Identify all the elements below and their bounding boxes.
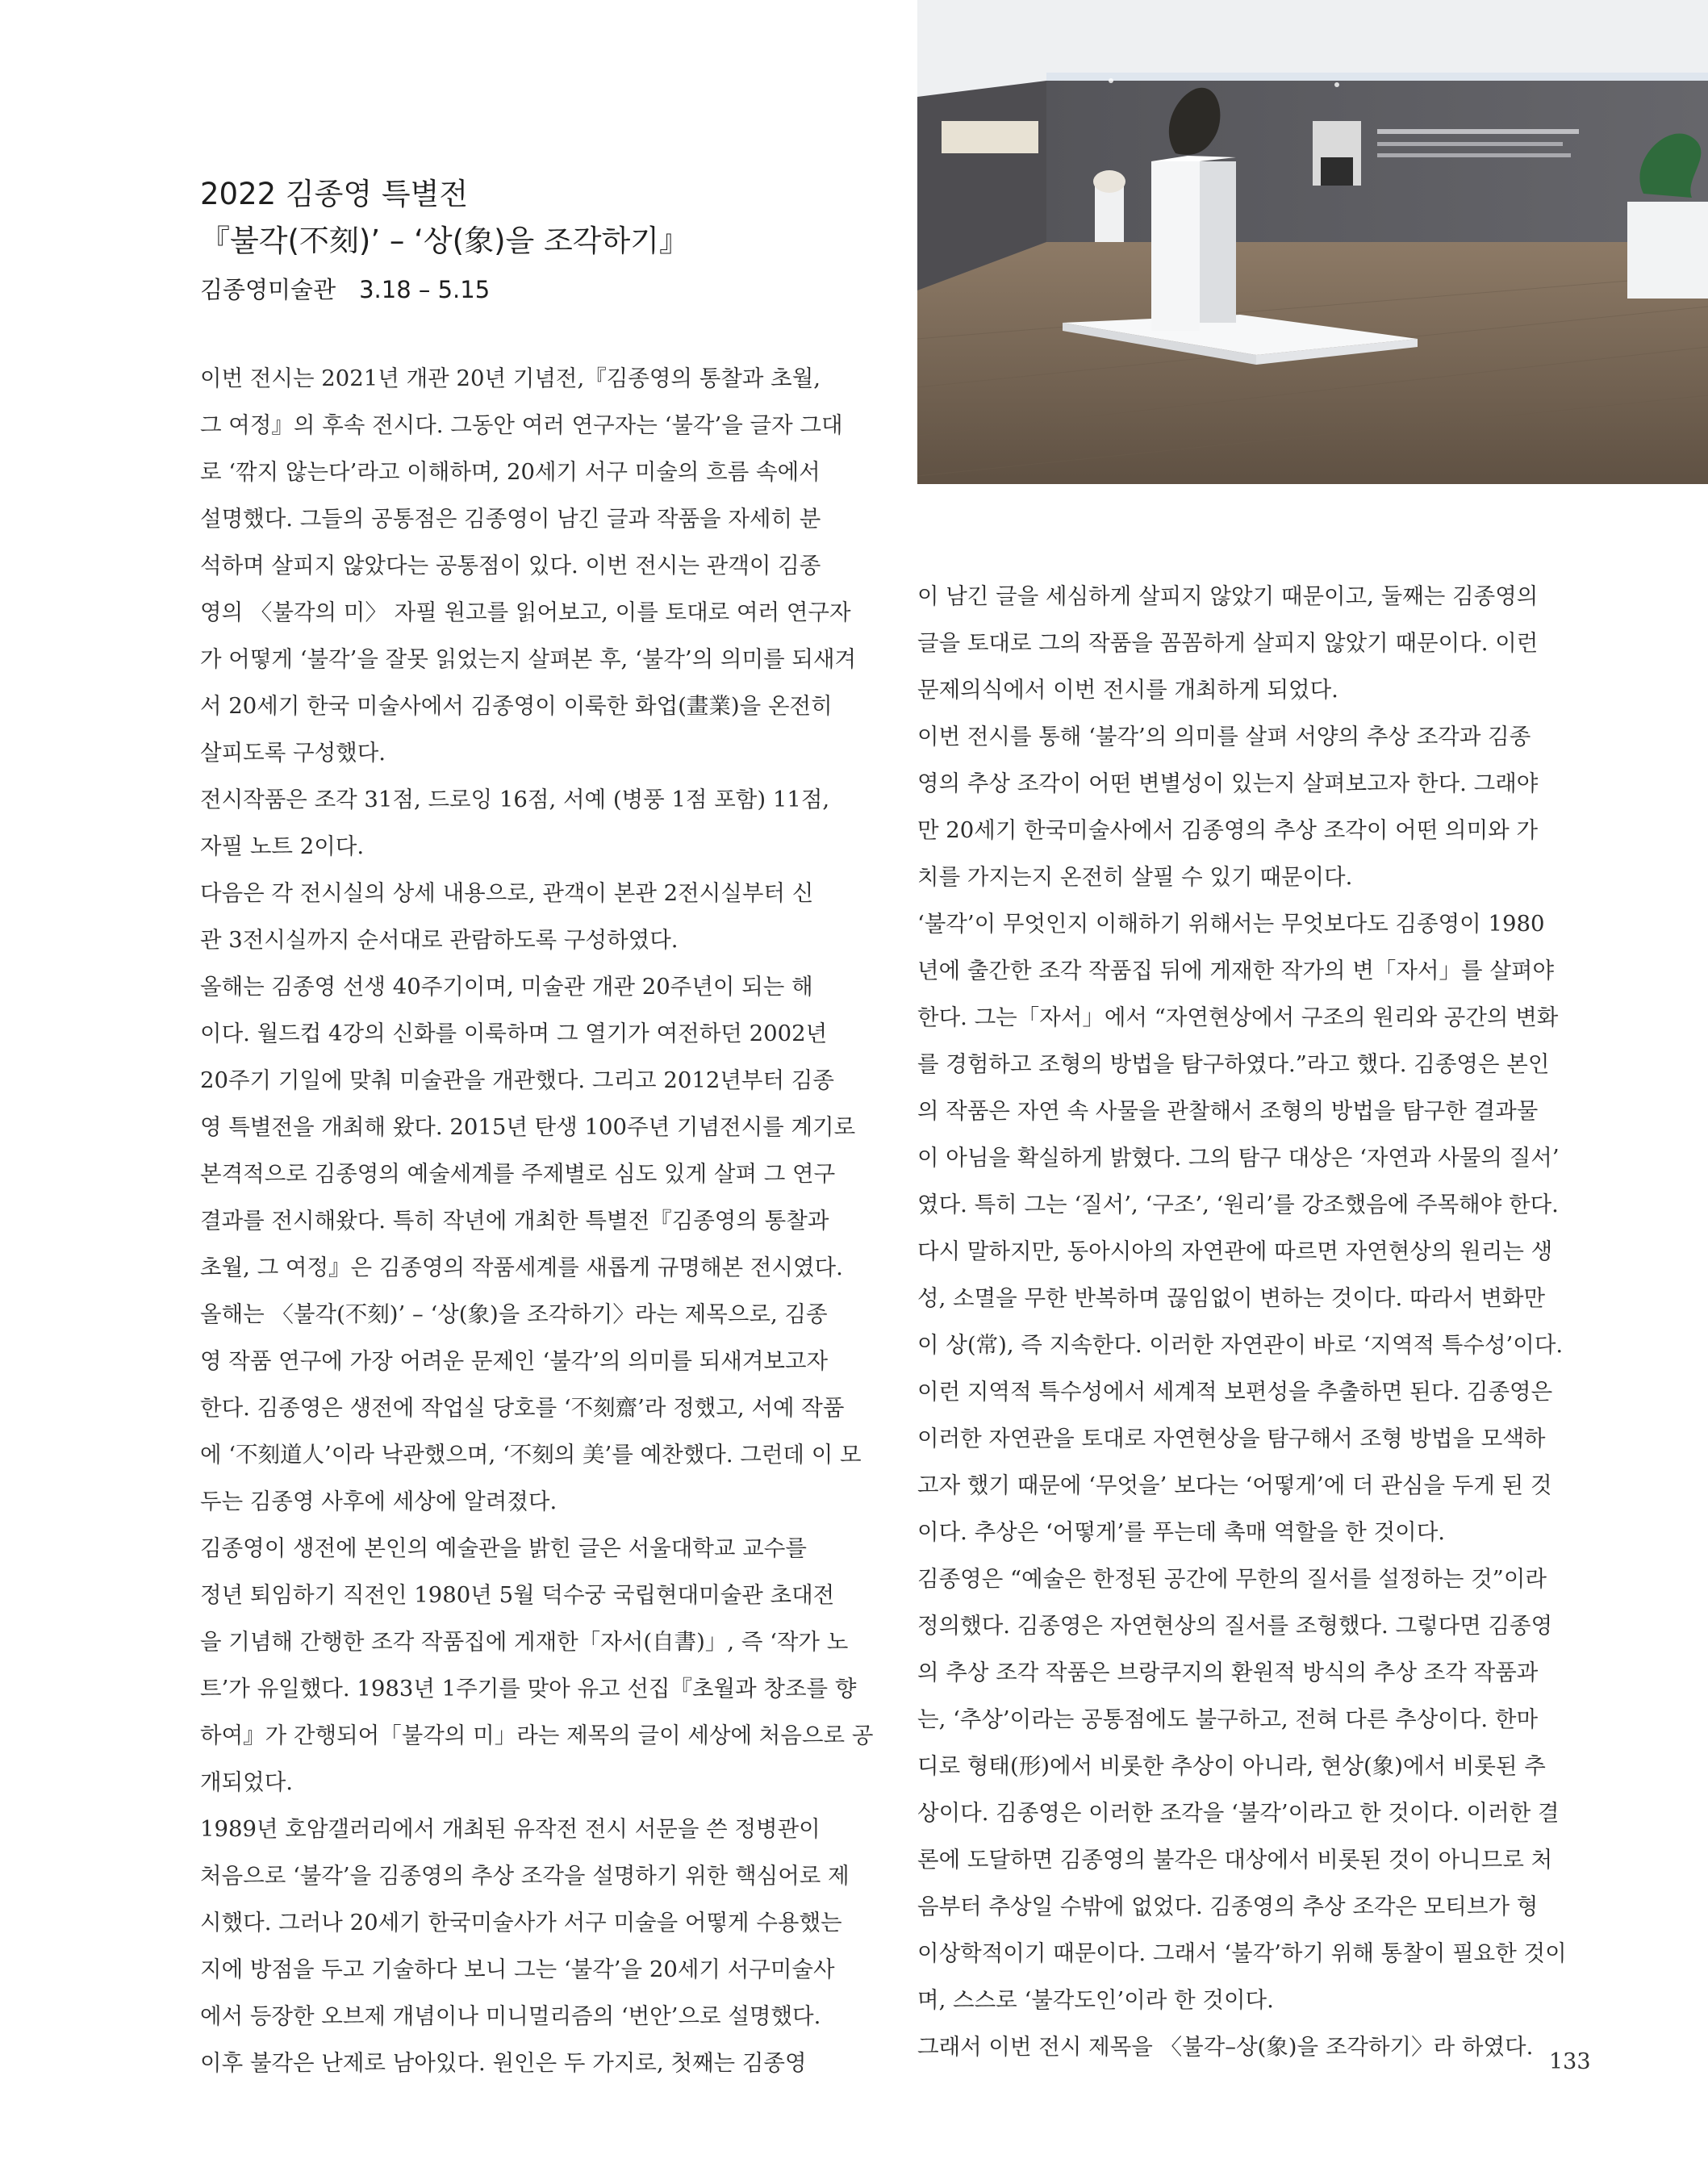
text-line: 서 20세기 한국 미술사에서 김종영이 이룩한 화업(畫業)을 온전히 <box>200 693 833 719</box>
text-line: 초월, 그 여정』은 김종영의 작품세계를 새롭게 규명해본 전시였다. <box>200 1255 843 1280</box>
text-line: 이런 지역적 특수성에서 세계적 보편성을 추출하면 된다. 김종영은 <box>917 1379 1553 1405</box>
text-line: 전시작품은 조각 31점, 드로잉 16점, 서예 (병풍 1점 포함) 11점, <box>200 787 830 812</box>
text-line: 그 여정』의 후속 전시다. 그동안 여러 연구자는 ‘불각’을 글자 그대 <box>200 412 843 438</box>
text-line: 이러한 자연관을 토대로 자연현상을 탐구해서 조형 방법을 모색하 <box>917 1426 1546 1451</box>
text-line: 두는 김종영 사후에 세상에 알려졌다. <box>200 1489 558 1514</box>
text-line: 올해는 〈불각(不刻)’ – ‘상(象)을 조각하기〉라는 제목으로, 김종 <box>200 1301 828 1327</box>
text-line: 이 상(常), 즉 지속한다. 이러한 자연관이 바로 ‘지역적 특수성’이다. <box>917 1332 1564 1358</box>
text-line: 영 작품 연구에 가장 어려운 문제인 ‘불각’의 의미를 되새겨보고자 <box>200 1348 829 1374</box>
text-line: 트’가 유일했다. 1983년 1주기를 맞아 유고 선집『초월과 창조를 향 <box>200 1676 857 1702</box>
text-line: 이후 불각은 난제로 남아있다. 원인은 두 가지로, 첫째는 김종영 <box>200 2050 807 2076</box>
text-line: 다음은 각 전시실의 상세 내용으로, 관객이 본관 2전시실부터 신 <box>200 880 814 906</box>
text-line: 론에 도달하면 김종영의 불각은 대상에서 비롯된 것이 아니므로 처 <box>917 1847 1553 1873</box>
text-line: 문제의식에서 이번 전시를 개최하게 되었다. <box>917 677 1338 703</box>
page-number: 133 <box>1549 2049 1591 2074</box>
exhibition-subtitle: 『불각(不刻)’ – ‘상(象)을 조각하기』 <box>200 223 689 258</box>
text-line: 정년 퇴임하기 직전인 1980년 5월 덕수궁 국립현대미술관 초대전 <box>200 1582 835 1608</box>
text-line: 이 남긴 글을 세심하게 살피지 않았기 때문이고, 둘째는 김종영의 <box>917 583 1539 609</box>
text-line: 관 3전시실까지 순서대로 관람하도록 구성하였다. <box>200 927 679 953</box>
text-line: 정의했다. 김종영은 자연현상의 질서를 조형했다. 그렇다면 김종영 <box>917 1613 1553 1639</box>
text-line: 였다. 특히 그는 ‘질서’, ‘구조’, ‘원리’를 강조했음에 주목해야 한다. <box>917 1192 1559 1217</box>
text-line: 살피도록 구성했다. <box>200 740 386 766</box>
article-heading <box>200 171 894 313</box>
text-line: ‘불각’이 무엇인지 이해하기 위해서는 무엇보다도 김종영이 1980 <box>917 911 1545 937</box>
text-line: 하여』가 간행되어「불각의 미」라는 제목의 글이 세상에 처음으로 공 <box>200 1723 874 1748</box>
text-line: 결과를 전시해왔다. 특히 작년에 개최한 특별전『김종영의 통찰과 <box>200 1208 829 1234</box>
text-line: 는, ‘추상’이라는 공통점에도 불구하고, 전혀 다른 추상이다. 한마 <box>917 1706 1539 1732</box>
text-line: 이 아님을 확실하게 밝혔다. 그의 탐구 대상은 ‘자연과 사물의 질서’ <box>917 1145 1560 1171</box>
text-line: 를 경험하고 조형의 방법을 탐구하였다.”라고 했다. 김종영은 본인 <box>917 1051 1550 1077</box>
text-line: 영의 〈불각의 미〉 자필 원고를 읽어보고, 이를 토대로 여러 연구자 <box>200 599 851 625</box>
right-column <box>917 573 1589 2070</box>
text-line: 올해는 김종영 선생 40주기이며, 미술관 개관 20주년이 되는 해 <box>200 974 813 1000</box>
text-line: 석하며 살피지 않았다는 공통점이 있다. 이번 전시는 관객이 김종 <box>200 553 821 578</box>
text-line: 본격적으로 김종영의 예술세계를 주제별로 심도 있게 살펴 그 연구 <box>200 1161 836 1187</box>
text-line: 자필 노트 2이다. <box>200 833 365 859</box>
text-line: 로 ‘깎지 않는다’라고 이해하며, 20세기 서구 미술의 흐름 속에서 <box>200 459 821 485</box>
text-line: 성, 소멸을 무한 반복하며 끊임없이 변하는 것이다. 따라서 변화만 <box>917 1285 1546 1311</box>
text-line: 의 추상 조각 작품은 브랑쿠지의 환원적 방식의 추상 조각 작품과 <box>917 1660 1539 1685</box>
text-line: 음부터 추상일 수밖에 없었다. 김종영의 추상 조각은 모티브가 형 <box>917 1894 1539 1919</box>
text-line: 20주기 기일에 맞춰 미술관을 개관했다. 그리고 2012년부터 김종 <box>200 1067 834 1093</box>
text-line: 개되었다. <box>200 1769 294 1795</box>
text-line: 을 기념해 간행한 조각 작품집에 게재한「자서(自書)」, 즉 ‘작가 노 <box>200 1629 849 1655</box>
text-line: 이상학적이기 때문이다. 그래서 ‘불각’하기 위해 통찰이 필요한 것이 <box>917 1940 1567 1966</box>
text-line: 한다. 김종영은 생전에 작업실 당호를 ‘不刻齋’라 정했고, 서예 작품 <box>200 1395 845 1421</box>
text-line: 처음으로 ‘불각’을 김종영의 추상 조각을 설명하기 위한 핵심어로 제 <box>200 1863 850 1889</box>
text-line: 영의 추상 조각이 어떤 변별성이 있는지 살펴보고자 한다. 그래야 <box>917 770 1539 796</box>
text-line: 에서 등장한 오브제 개념이나 미니멀리즘의 ‘번안’으로 설명했다. <box>200 2003 821 2029</box>
text-line: 한다. 그는「자서」에서 “자연현상에서 구조의 원리와 공간의 변화 <box>917 1004 1559 1030</box>
exhibition-title: 2022 김종영 특별전 <box>200 177 469 211</box>
text-line: 의 작품은 자연 속 사물을 관찰해서 조형의 방법을 탐구한 결과물 <box>917 1098 1539 1124</box>
text-line: 영 특별전을 개최해 왔다. 2015년 탄생 100주년 기념전시를 계기로 <box>200 1114 856 1140</box>
text-line: 설명했다. 그들의 공통점은 김종영이 남긴 글과 작품을 자세히 분 <box>200 506 821 532</box>
text-line: 다시 말하지만, 동아시아의 자연관에 따르면 자연현상의 원리는 생 <box>917 1238 1553 1264</box>
text-line: 김종영은 “예술은 한정된 공간에 무한의 질서를 설정하는 것”이라 <box>917 1566 1547 1592</box>
text-line: 만 20세기 한국미술사에서 김종영의 추상 조각이 어떤 의미와 가 <box>917 817 1539 843</box>
text-line: 지에 방점을 두고 기술하다 보니 그는 ‘불각’을 20세기 서구미술사 <box>200 1956 835 1982</box>
text-line: 치를 가지는지 온전히 살필 수 있기 때문이다. <box>917 864 1353 890</box>
venue-and-dates: 김종영미술관 3.18 – 5.15 <box>200 276 491 303</box>
text-line: 그래서 이번 전시 제목을 〈불각–상(象)을 조각하기〉라 하였다. <box>917 2034 1534 2060</box>
text-line: 에 ‘不刻道人’이라 낙관했으며, ‘不刻의 美’를 예찬했다. 그런데 이 모 <box>200 1442 862 1468</box>
text-line: 년에 출간한 조각 작품집 뒤에 게재한 작가의 변「자서」를 살펴야 <box>917 958 1555 983</box>
calligraphy-scroll <box>942 121 1038 153</box>
text-line: 시했다. 그러나 20세기 한국미술사가 서구 미술을 어떻게 수용했는 <box>200 1910 842 1936</box>
text-line: 1989년 호암갤러리에서 개최된 유작전 전시 서문을 쓴 정병관이 <box>200 1816 821 1842</box>
text-line: 가 어떻게 ‘불각’을 잘못 읽었는지 살펴본 후, ‘불각’의 의미를 되새겨 <box>200 646 857 672</box>
text-line: 글을 토대로 그의 작품을 꼼꼼하게 살피지 않았기 때문이다. 이런 <box>917 630 1539 656</box>
text-line: 이다. 추상은 ‘어떻게’를 푸는데 촉매 역할을 한 것이다. <box>917 1519 1446 1545</box>
text-line: 상이다. 김종영은 이러한 조각을 ‘불각’이라고 한 것이다. 이러한 결 <box>917 1800 1560 1826</box>
text-line: 며, 스스로 ‘불각도인’이라 한 것이다. <box>917 1987 1274 2013</box>
text-line: 이번 전시는 2021년 개관 20년 기념전,『김종영의 통찰과 초월, <box>200 365 821 391</box>
text-line: 이다. 월드컵 4강의 신화를 이룩하며 그 열기가 여전하던 2002년 <box>200 1021 828 1046</box>
text-line: 고자 했기 때문에 ‘무엇을’ 보다는 ‘어떻게’에 더 관심을 두게 된 것 <box>917 1472 1552 1498</box>
text-line: 이번 전시를 통해 ‘불각’의 의미를 살펴 서양의 추상 조각과 김종 <box>917 724 1531 750</box>
text-line: 김종영이 생전에 본인의 예술관을 밝힌 글은 서울대학교 교수를 <box>200 1535 807 1561</box>
text-line: 디로 형태(形)에서 비롯한 추상이 아니라, 현상(象)에서 비롯된 추 <box>917 1753 1546 1779</box>
left-column <box>200 355 874 2086</box>
exhibition-hall-image <box>917 0 1708 484</box>
gallery-photo <box>917 0 1708 484</box>
